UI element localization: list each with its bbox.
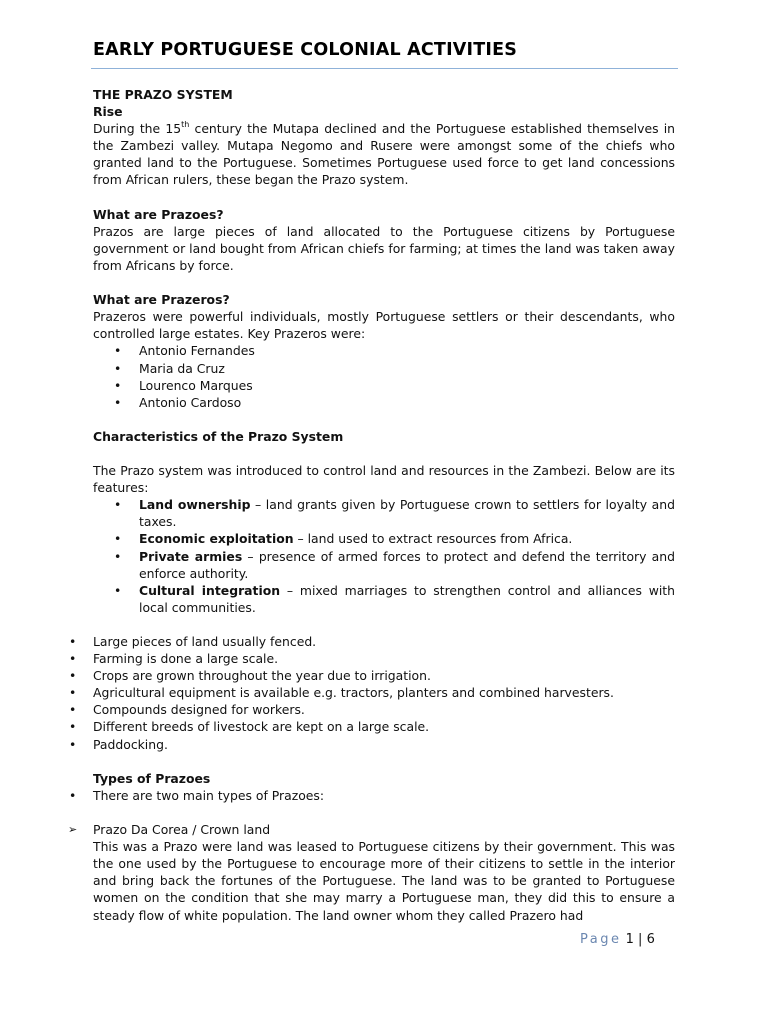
feature-term: Economic exploitation bbox=[139, 531, 294, 547]
list-item: • Farming is done a large scale. bbox=[93, 650, 675, 667]
characteristics-heading: Characteristics of the Prazo System bbox=[93, 428, 344, 444]
rise-heading: Rise bbox=[93, 104, 123, 120]
title-divider bbox=[91, 68, 678, 69]
list-item: • Agricultural equipment is available e.g. tractors, planters and combined harvesters. bbox=[93, 684, 675, 701]
page-separator: | bbox=[638, 932, 643, 947]
types-heading: Types of Prazoes bbox=[93, 770, 211, 786]
prazeros-paragraph: Prazeros were powerful individuals, mostly Portuguese settlers or their descendants, who controlled large estates. Key Prazeros were: bbox=[93, 309, 675, 342]
feature-term: Land ownership bbox=[139, 497, 251, 513]
rise-text-end: century the Mutapa declined and the Portuguese established themselves in the Zambezi valley. Mutapa Negomo and Rusere were amongst some of the chiefs who granted land to the Portuguese. Sometimes Portuguese used force to get land concessions from African rulers, these began the Prazo system. bbox=[93, 121, 675, 188]
rise-paragraph bbox=[93, 120, 675, 188]
feature-term: Cultural integration bbox=[139, 582, 281, 598]
prazoes-paragraph: Prazos are large pieces of land allocated to the Portuguese citizens by Portuguese government or land bought from African chiefs for farming; at times the land was taken away from Africans by force. bbox=[93, 223, 675, 273]
list-item: • Antonio Cardoso bbox=[93, 394, 675, 411]
list-item: • Compounds designed for workers. bbox=[93, 701, 675, 718]
section-title: THE PRAZO SYSTEM bbox=[93, 87, 233, 102]
farm-points-list bbox=[93, 633, 675, 753]
list-item: • Antonio Fernandes bbox=[93, 342, 675, 359]
types-intro-list bbox=[93, 787, 675, 804]
list-item: • Lourenco Marques bbox=[93, 377, 675, 394]
list-item: • Paddocking. bbox=[93, 736, 675, 753]
page-label: Page bbox=[580, 932, 622, 947]
list-item: • Large pieces of land usually fenced. bbox=[93, 633, 675, 650]
page-footer bbox=[580, 932, 655, 947]
feature-desc: – presence of armed forces to protect and defend the territory and enforce authority. bbox=[139, 548, 675, 581]
list-item bbox=[93, 496, 675, 530]
arrow-bullet-icon: ➢ bbox=[68, 823, 78, 837]
list-item: • Maria da Cruz bbox=[93, 360, 675, 377]
feature-desc: – land grants given by Portuguese crown to settlers for loyalty and taxes. bbox=[139, 497, 675, 530]
page-number: 1 bbox=[625, 932, 634, 947]
list-item bbox=[93, 530, 675, 547]
list-item: • Different breeds of livestock are kept on a large scale. bbox=[93, 718, 675, 735]
prazeros-heading: What are Prazeros? bbox=[93, 292, 230, 308]
crown-land-paragraph: This was a Prazo were land was leased to Portuguese citizens by their government. This was the one used by the Portuguese to encourage more of their citizens to settle in the interior and bring back the fortunes of the Portuguese. The land was to be granted to Portuguese women on the condition that she may marry a Portuguese man, they did this to ensure a steady flow of white population. The land owner whom they called Prazero had bbox=[93, 839, 675, 923]
characteristics-intro: The Prazo system was introduced to control land and resources in the Zambezi. Below are its features: bbox=[93, 463, 675, 496]
rise-text-start: During the 15 bbox=[93, 121, 182, 137]
crown-land-title: Prazo Da Corea / Crown land bbox=[93, 822, 271, 838]
prazeros-list bbox=[93, 342, 675, 410]
crown-land-item bbox=[68, 821, 675, 924]
page-total: 6 bbox=[646, 932, 655, 947]
list-item: • There are two main types of Prazoes: bbox=[93, 787, 675, 804]
list-item: • Crops are grown throughout the year due to irrigation. bbox=[93, 667, 675, 684]
feature-desc: – land used to extract resources from Africa. bbox=[293, 531, 573, 547]
feature-desc: – mixed marriages to strengthen control and alliances with local communities. bbox=[139, 582, 675, 615]
list-item bbox=[93, 582, 675, 616]
features-list bbox=[93, 496, 675, 616]
document-body bbox=[68, 86, 675, 924]
page-title: EARLY PORTUGUESE COLONIAL ACTIVITIES bbox=[93, 40, 518, 60]
list-item bbox=[93, 548, 675, 582]
rise-superscript: th bbox=[181, 120, 190, 130]
feature-term: Private armies bbox=[139, 548, 243, 564]
prazoes-heading: What are Prazoes? bbox=[93, 206, 224, 222]
